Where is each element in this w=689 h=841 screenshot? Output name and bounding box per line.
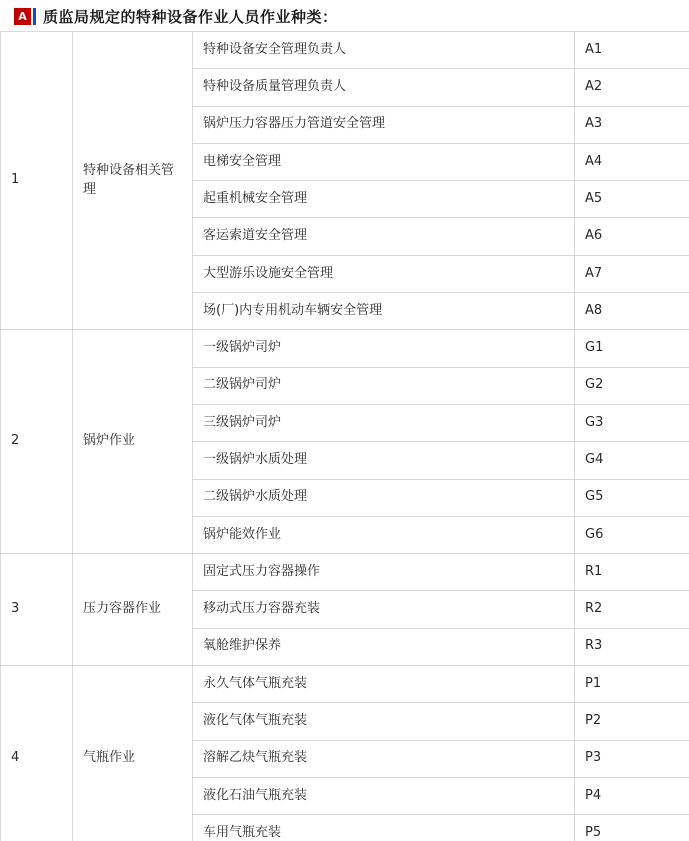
occupation-name-cell: 锅炉能效作业 xyxy=(193,516,575,553)
occupation-name-cell: 二级锅炉水质处理 xyxy=(193,479,575,516)
table-row xyxy=(1,330,689,367)
occupation-name-cell: 电梯安全管理 xyxy=(193,143,575,180)
occupation-name-cell: 溶解乙炔气瓶充装 xyxy=(193,740,575,777)
occupation-code-cell: G5 xyxy=(575,479,689,516)
occupation-name-cell: 液化气体气瓶充装 xyxy=(193,703,575,740)
occupation-code-cell: A2 xyxy=(575,69,689,106)
occupation-name-cell: 一级锅炉司炉 xyxy=(193,330,575,367)
occupation-name-cell: 固定式压力容器操作 xyxy=(193,554,575,591)
table-body xyxy=(1,32,689,841)
occupation-code-cell: A7 xyxy=(575,255,689,292)
occupation-name-cell: 大型游乐设施安全管理 xyxy=(193,255,575,292)
group-category-cell: 压力容器作业 xyxy=(73,554,193,666)
occupation-code-cell: G1 xyxy=(575,330,689,367)
occupation-name-cell: 起重机械安全管理 xyxy=(193,181,575,218)
occupation-code-cell: G2 xyxy=(575,367,689,404)
occupation-code-cell: R3 xyxy=(575,628,689,665)
table-row xyxy=(1,666,689,703)
occupation-code-cell: R2 xyxy=(575,591,689,628)
occupation-code-cell: P3 xyxy=(575,740,689,777)
occupation-code-cell: A4 xyxy=(575,143,689,180)
occupation-code-cell: A6 xyxy=(575,218,689,255)
group-category-cell: 气瓶作业 xyxy=(73,666,193,841)
occupation-code-cell: A1 xyxy=(575,32,689,69)
occupation-types-table xyxy=(0,31,689,841)
occupation-name-cell: 移动式压力容器充装 xyxy=(193,591,575,628)
page-title: 质监局规定的特种设备作业人员作业种类： xyxy=(43,7,338,26)
table-row xyxy=(1,554,689,591)
occupation-code-cell: P2 xyxy=(575,703,689,740)
occupation-name-cell: 场(厂)内专用机动车辆安全管理 xyxy=(193,293,575,330)
group-category-cell: 特种设备相关管理 xyxy=(73,32,193,330)
occupation-name-cell: 永久气体气瓶充装 xyxy=(193,666,575,703)
occupation-name-cell: 车用气瓶充装 xyxy=(193,815,575,841)
group-number-cell: 4 xyxy=(1,666,73,841)
occupation-name-cell: 二级锅炉司炉 xyxy=(193,367,575,404)
occupation-name-cell: 三级锅炉司炉 xyxy=(193,404,575,441)
occupation-code-cell: P4 xyxy=(575,777,689,814)
occupation-code-cell: A5 xyxy=(575,181,689,218)
occupation-name-cell: 一级锅炉水质处理 xyxy=(193,442,575,479)
occupation-code-cell: G3 xyxy=(575,404,689,441)
occupation-code-cell: G4 xyxy=(575,442,689,479)
occupation-code-cell: G6 xyxy=(575,516,689,553)
group-number-cell: 1 xyxy=(1,32,73,330)
occupation-code-cell: A3 xyxy=(575,106,689,143)
occupation-name-cell: 特种设备质量管理负责人 xyxy=(193,69,575,106)
occupation-name-cell: 氧舱维护保养 xyxy=(193,628,575,665)
header-accent-bar xyxy=(33,8,36,25)
occupation-code-cell: P5 xyxy=(575,815,689,841)
occupation-code-cell: A8 xyxy=(575,293,689,330)
group-category-cell: 锅炉作业 xyxy=(73,330,193,554)
occupation-code-cell: P1 xyxy=(575,666,689,703)
group-number-cell: 3 xyxy=(1,554,73,666)
occupation-name-cell: 液化石油气瓶充装 xyxy=(193,777,575,814)
occupation-name-cell: 客运索道安全管理 xyxy=(193,218,575,255)
occupation-name-cell: 锅炉压力容器压力管道安全管理 xyxy=(193,106,575,143)
occupation-code-cell: R1 xyxy=(575,554,689,591)
table-row xyxy=(1,32,689,69)
section-badge: A xyxy=(14,8,31,25)
section-header xyxy=(0,0,689,30)
occupation-name-cell: 特种设备安全管理负责人 xyxy=(193,32,575,69)
group-number-cell: 2 xyxy=(1,330,73,554)
